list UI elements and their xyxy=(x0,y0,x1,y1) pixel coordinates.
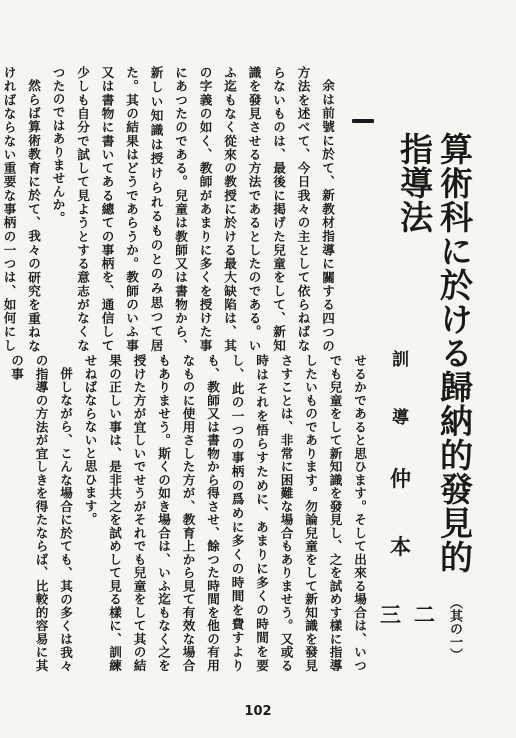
paragraph: 然らば算術教育に於て、我々の研究を重ねなければならない重要な事柄の一つは、如何にし xyxy=(1,66,41,352)
article-title: 算術科に於ける歸納的發見的指導法 xyxy=(395,132,474,574)
body-text-upper xyxy=(1,66,339,352)
author-char: 本 xyxy=(390,534,411,559)
paragraph: 余は前號に於て、新教材指導に關する四つの方法を述べて、今日我々の主として依らねばならないものは、最後に掲げた兒童をして、新知識を發見させる方法であるとしたのである。いふ迄もなく從來の教授に於ける最大缺陷は、其の字義の如く、教師があまりに多くを授けた事にあつたのである。兒童は教師又は書物から、新しい知識は授けられるものとのみ思つて居た。其の結果はどうであらうか。教師のいふ事又は書物に書いてある總ての事柄を、通信して少しも自分で試して見ようとする意志がなくなつたのではありませんか。 xyxy=(50,66,335,352)
section-number-mark xyxy=(352,119,374,123)
article-subtitle: （其の一） xyxy=(447,596,462,661)
page-number: 102 xyxy=(244,704,272,719)
author-char: 二 xyxy=(414,602,435,627)
paragraph: 併しながら、こんな場合に於ても、其の多くは我々の指導の方法が宜しきを得たならば、比較的容易に其の事 xyxy=(9,354,73,672)
paragraph: せるかであると思ひます。そして出來る場合は、いつでも兒童をして新知識を發見し、之を試めす樣に指導したいものであります。勿論兒童をして新知識を發見さすことは、非常に困難な場合もありませう。又或る時はそれを悟らすために、あまりに多くの時間を要し、此の一つの事柄の爲めに多くの時間を費すよりも、教師又は書物から得させ、餘つた時間を他の有用なものに使用さした方が、教育上から見て有效な場合もありませう。斯くの如き場合は、いふ迄もなく之を授けた方が宜しいでせうがそれでも兒童をして其の結果の正しい事は、是非共之を試めして見る樣に、訓練せねばならないと思ひます。 xyxy=(82,354,367,672)
body-text-lower xyxy=(9,354,371,672)
author-char: 訓 xyxy=(392,350,409,370)
author-char: 三 xyxy=(380,602,401,627)
author-char: 導 xyxy=(392,408,409,428)
author-char: 仲 xyxy=(390,466,411,491)
author-byline xyxy=(380,350,435,652)
